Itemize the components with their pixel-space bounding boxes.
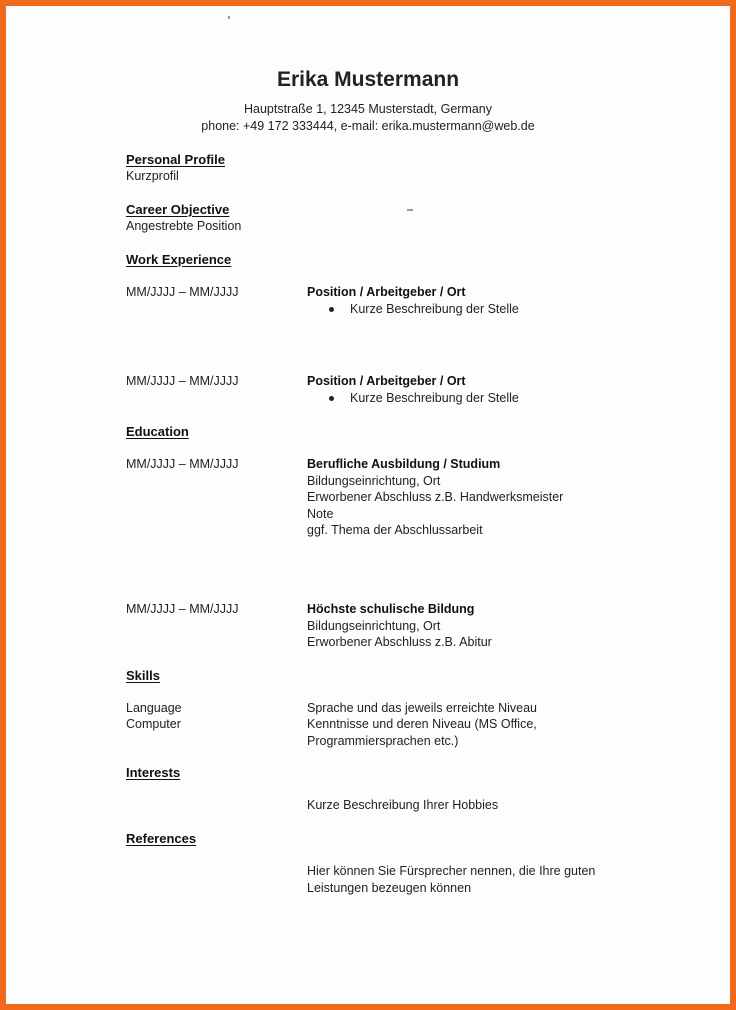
references-heading: References: [126, 831, 197, 846]
education-entry-2-title: Höchste schulische Bildung: [307, 602, 475, 616]
bullet-icon: [329, 307, 334, 312]
skill-value-computer: Kenntnisse und deren Niveau (MS Office, Programmiersprachen etc.): [307, 717, 537, 748]
work-entry-1-date: MM/JJJJ – MM/JJJJ: [126, 285, 239, 299]
work-entry-1: [307, 284, 667, 317]
work-experience-heading: Work Experience: [126, 252, 232, 267]
career-objective-text: Angestrebte Position: [126, 219, 242, 233]
education-entry-1-date: MM/JJJJ – MM/JJJJ: [126, 457, 239, 471]
personal-profile-text: Kurzprofil: [126, 169, 179, 183]
work-entry-1-bullet-row: [307, 301, 667, 318]
skill-label-language: Language: [126, 701, 182, 715]
scan-speck: [407, 209, 413, 211]
interests-heading: Interests: [126, 765, 181, 780]
education-entry-1-line: Note: [307, 506, 334, 521]
work-entry-2-bullet-row: [307, 390, 667, 407]
education-heading: Education: [126, 424, 189, 439]
bullet-icon: [329, 396, 334, 401]
work-entry-2-bullet: Kurze Beschreibung der Stelle: [350, 390, 519, 405]
skills-heading: Skills: [126, 668, 160, 683]
education-entry-1-line: Bildungseinrichtung, Ort: [307, 473, 441, 488]
cv-name: Erika Mustermann: [276, 68, 460, 91]
address-line: Hauptstraße 1, 12345 Musterstadt, Germany: [243, 102, 493, 116]
career-objective-heading: Career Objective: [126, 202, 230, 217]
skill-value-language: Sprache und das jeweils erreichte Niveau: [307, 701, 537, 715]
education-entry-2: [307, 601, 667, 651]
education-entry-1-line: Erworbener Abschluss z.B. Handwerksmeister: [307, 490, 564, 504]
work-entry-1-bullet: Kurze Beschreibung der Stelle: [350, 301, 519, 316]
work-entry-2: [307, 373, 667, 406]
education-entry-2-date: MM/JJJJ – MM/JJJJ: [126, 602, 239, 616]
contact-line: phone: +49 172 333444, e-mail: erika.mustermann@web.de: [201, 119, 535, 133]
education-entry-1-line: ggf. Thema der Abschlussarbeit: [307, 523, 483, 537]
work-entry-2-date: MM/JJJJ – MM/JJJJ: [126, 374, 239, 388]
education-entry-1: [307, 456, 667, 539]
education-entry-1-title: Berufliche Ausbildung / Studium: [307, 457, 501, 471]
skill-label-computer: Computer: [126, 717, 181, 731]
personal-profile-heading: Personal Profile: [126, 152, 225, 167]
work-entry-2-title: Position / Arbeitgeber / Ort: [307, 374, 466, 388]
education-entry-2-line: Erworbener Abschluss z.B. Abitur: [307, 635, 492, 649]
scan-speck: [228, 16, 230, 19]
work-entry-1-title: Position / Arbeitgeber / Ort: [307, 285, 466, 299]
interests-text: Kurze Beschreibung Ihrer Hobbies: [307, 798, 499, 812]
education-entry-2-line: Bildungseinrichtung, Ort: [307, 618, 441, 633]
references-text: Hier können Sie Fürsprecher nennen, die Ihre guten Leistungen bezeugen können: [307, 864, 596, 895]
